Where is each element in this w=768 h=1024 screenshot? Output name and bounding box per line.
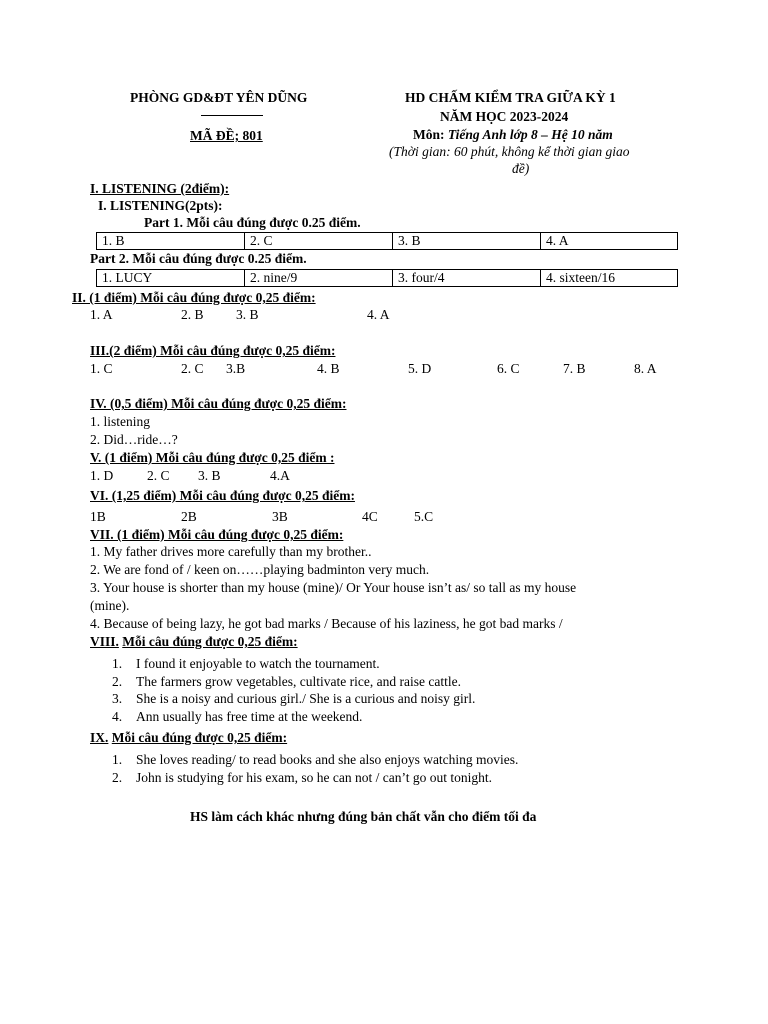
time-note-line1: (Thời gian: 60 phút, không kể thời gian giao	[389, 144, 630, 159]
section9-list	[112, 751, 518, 786]
answer-item: 1. A	[90, 307, 113, 322]
answer-line: 2. We are fond of / keen on……playing badminton very much.	[90, 562, 430, 577]
answer-line: 3. Your house is shorter than my house (mine)/ Or Your house isn’t as/ so tall as my house	[90, 580, 577, 595]
section6-heading: VI. (1,25 điểm) Mỗi câu đúng được 0,25 điểm:	[90, 488, 355, 503]
list-item: 2. The farmers grow vegetables, cultivate rice, and raise cattle.	[112, 673, 461, 689]
answer-line: 4. Because of being lazy, he got bad marks / Because of his laziness, he got bad marks /	[90, 616, 563, 631]
answer-item: 2. B	[181, 307, 204, 322]
list-item: 3. She is a noisy and curious girl./ She is a curious and noisy girl.	[112, 691, 476, 707]
answer-item: 3B	[272, 509, 288, 524]
answer-item: 2. C	[147, 468, 170, 483]
subject-value: Tiếng Anh lớp 8 – Hệ 10 năm	[447, 127, 613, 142]
table-cell: 2. C	[245, 233, 393, 250]
section8-number: VIII.	[90, 634, 119, 649]
subject-line	[413, 127, 613, 143]
subject-label: Môn:	[413, 127, 445, 142]
section4-heading: IV. (0,5 điểm) Mỗi câu đúng được 0,25 điểm:	[90, 396, 347, 411]
section8-list	[112, 655, 475, 725]
section8-heading	[90, 634, 298, 650]
table-cell: 4. sixteen/16	[541, 270, 678, 287]
table-cell: 3. B	[393, 233, 541, 250]
answer-line: (mine).	[90, 598, 130, 613]
section5-heading: V. (1 điểm) Mỗi câu đúng được 0,25 điểm :	[90, 450, 335, 465]
part2-answer-table	[96, 269, 678, 287]
answer-item: 1. C	[90, 361, 113, 376]
section9-number: IX.	[90, 730, 109, 745]
section7-heading: VII. (1 điểm) Mỗi câu đúng được 0,25 điểm:	[90, 527, 344, 542]
answer-item: 5. D	[408, 361, 432, 376]
answer-item: 4. B	[317, 361, 340, 376]
answer-item: 7. B	[563, 361, 586, 376]
answer-item: 3. B	[198, 468, 221, 483]
header-divider	[201, 115, 263, 116]
answer-item: 4C	[362, 509, 378, 524]
footer-note: HS làm cách khác nhưng đúng bản chất vẫn cho điểm tối đa	[190, 809, 537, 824]
section9-heading	[90, 730, 287, 746]
department-title: PHÒNG GD&ĐT YÊN DŨNG	[130, 90, 308, 105]
answer-item: 2B	[181, 509, 197, 524]
document-title: HD CHẤM KIỂM TRA GIỮA KỲ 1	[405, 90, 616, 105]
section9-title: Mỗi câu đúng được 0,25 điểm:	[111, 730, 288, 745]
part1-label: Part 1. Mỗi câu đúng được 0.25 điểm.	[144, 215, 361, 230]
list-item: 1. She loves reading/ to read books and she also enjoys watching movies.	[112, 752, 519, 767]
answer-line: 1. My father drives more carefully than my brother..	[90, 544, 372, 559]
table-cell: 1. LUCY	[97, 270, 245, 287]
section2-heading: II. (1 điểm) Mỗi câu đúng được 0,25 điểm:	[72, 290, 316, 305]
answer-item: 5.C	[414, 509, 434, 524]
list-item: 4. Ann usually has free time at the weekend.	[112, 708, 363, 724]
answer-item: 6. C	[497, 361, 520, 376]
answer-item: 1B	[90, 509, 106, 524]
answer-item: 1. listening	[90, 414, 150, 429]
section1-heading: I. LISTENING (2điểm):	[90, 181, 230, 196]
exam-code: MÃ ĐỀ; 801	[190, 128, 263, 143]
section8-title: Mỗi câu đúng được 0,25 điểm:	[122, 634, 298, 649]
answer-item: 1. D	[90, 468, 114, 483]
answer-item: 2. Did…ride…?	[90, 432, 178, 447]
school-year: NĂM HỌC 2023-2024	[440, 109, 569, 124]
table-cell: 2. nine/9	[245, 270, 393, 287]
part1-answer-table	[96, 232, 678, 250]
answer-item: 3. B	[236, 307, 259, 322]
section3-heading: III.(2 điểm) Mỗi câu đúng được 0,25 điểm:	[90, 343, 336, 358]
section1-subheading: I. LISTENING(2pts):	[98, 198, 223, 213]
answer-item: 4. A	[367, 307, 390, 322]
answer-item: 4.A	[270, 468, 290, 483]
answer-item: 3.B	[226, 361, 246, 376]
answer-item: 2. C	[181, 361, 204, 376]
table-cell: 3. four/4	[393, 270, 541, 287]
time-note-line2: đề)	[512, 161, 530, 176]
answer-item: 8. A	[634, 361, 657, 376]
part2-label: Part 2. Mỗi câu đúng được 0.25 điểm.	[90, 251, 307, 266]
list-item: 2. John is studying for his exam, so he can not / can’t go out tonight.	[112, 769, 492, 785]
list-item: 1. I found it enjoyable to watch the tournament.	[112, 656, 380, 671]
table-cell: 4. A	[541, 233, 678, 250]
table-cell: 1. B	[97, 233, 245, 250]
